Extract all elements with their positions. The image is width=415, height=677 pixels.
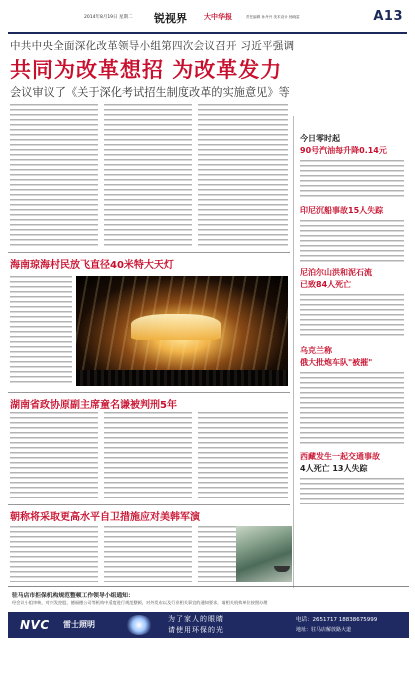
- lead-article-col-2: [104, 104, 192, 246]
- masthead: [8, 6, 407, 32]
- ad-slogan-line-1: 为了家人的眼睛: [168, 615, 224, 623]
- brief-tibet-title-2: 4人死亡 13人失踪: [300, 464, 368, 473]
- korea-headline: 朝称将采取更高水平自卫措施应对美韩军演: [10, 512, 200, 523]
- hunan-headline: 湖南省政协原副主席童名谦被判刑5年: [10, 400, 177, 411]
- festival-article: [10, 276, 72, 384]
- notice-title: 驻马店市拒保机构规范整顿工作领导小组通知：: [12, 593, 134, 599]
- hunan-article-col-2: [104, 412, 192, 498]
- news-briefs-sidebar: [293, 116, 409, 588]
- notice-body: 经会议小组审核，对兴发控股、德福德公司等机构中适度进行规范整顿，对外发布以及行业相关事宜的通知要求，请相关机构单位按照办理: [12, 600, 268, 605]
- brief-indonesia-body: [300, 220, 404, 262]
- lead-headline: 共同为改革想招 为改革发力: [10, 58, 283, 82]
- ad-address: 地址：驻马店解放路大道: [296, 627, 352, 633]
- river-photo: [236, 526, 292, 582]
- brief-ukraine-title: 乌克兰称: [300, 346, 332, 355]
- festival-headline: 海南琼海村民放飞直径40米特大天灯: [10, 260, 174, 271]
- brief-tibet-body: [300, 478, 404, 504]
- newspaper-logo: 大中华报: [204, 13, 232, 21]
- editor-credits: 责任编辑 孙丹丹 美术设计 杨晓雷: [246, 15, 300, 19]
- brief-indonesia-title: 印尼沉船事故15人失踪: [300, 206, 384, 215]
- brief-ukraine-title-2: 俄大批炮车队"被摧": [300, 358, 373, 367]
- page-number: A13: [373, 9, 403, 24]
- lead-subhead: 会议审议了《关于深化考试招生制度改革的实施意见》等: [10, 86, 290, 99]
- nvc-advertisement: [8, 612, 409, 638]
- issue-date: 2014年8月19日 星期二: [84, 15, 133, 20]
- brief-fuel-kicker: 今日零时起: [300, 134, 340, 143]
- lantern-festival-photo: [76, 276, 288, 386]
- lead-article-col-1: [10, 104, 98, 246]
- ad-slogan-line-2: 请使用环保的光: [168, 626, 224, 634]
- brief-nepal-body: [300, 294, 404, 338]
- brief-fuel-title: 90号汽油每升降0.14元: [300, 146, 387, 155]
- section-divider: [8, 252, 290, 253]
- hunan-article-col-1: [10, 412, 98, 498]
- ad-phone: 电话：2651717 18838675999: [296, 617, 378, 623]
- lamp-icon: [126, 615, 152, 635]
- section-name: 锐视界: [154, 12, 187, 25]
- brief-nepal-title: 尼泊尔山洪和泥石流: [300, 268, 372, 277]
- lead-article-col-3: [198, 104, 288, 246]
- brief-tibet-title: 西藏发生一起交通事故: [300, 452, 380, 461]
- notice-box: [8, 586, 409, 610]
- brief-ukraine-body: [300, 372, 404, 444]
- sky-lantern: [131, 314, 221, 340]
- section-divider: [8, 392, 290, 393]
- boat-shape: [274, 566, 290, 572]
- hunan-article-col-3: [198, 412, 288, 498]
- brief-fuel-body: [300, 160, 404, 198]
- nvc-logo: NVC: [20, 618, 50, 632]
- section-divider: [8, 504, 290, 505]
- crowd-silhouette: [76, 370, 288, 386]
- korea-article-col-2: [104, 526, 192, 582]
- lead-kicker: 中共中央全面深化改革领导小组第四次会议召开 习近平强调: [10, 40, 295, 52]
- masthead-rule: [8, 32, 407, 34]
- brief-nepal-title-2: 已致84人死亡: [300, 280, 352, 289]
- nvc-brand-name: 雷士照明: [63, 620, 95, 629]
- korea-article-col-1: [10, 526, 98, 582]
